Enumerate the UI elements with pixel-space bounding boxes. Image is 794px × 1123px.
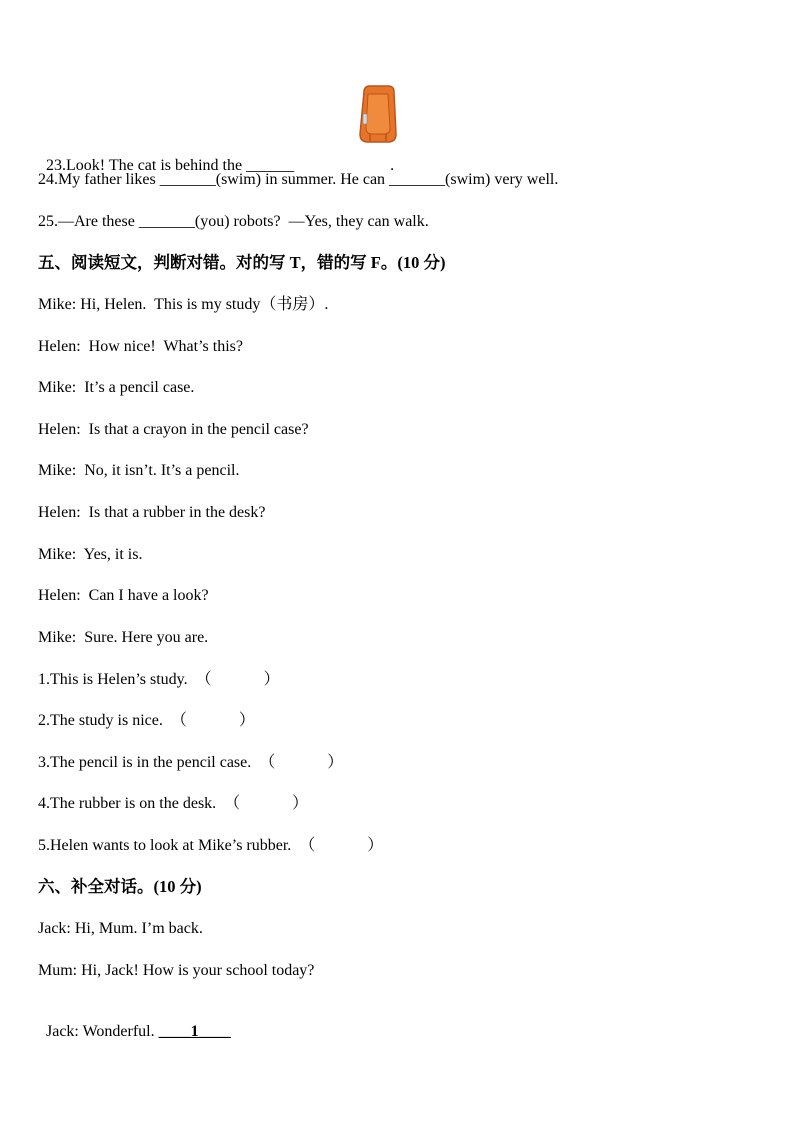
true-false-question: 5.Helen wants to look at Mike’s rubber. （ ） <box>38 837 384 854</box>
dialogue-line: Helen: Can I have a look? <box>38 587 209 604</box>
true-false-question: 3.The pencil is in the pencil case. （ ） <box>38 754 344 771</box>
question-23: 23.Look! The cat is behind the ______ . <box>46 157 395 174</box>
dialogue-line: Helen: Is that a rubber in the desk? <box>38 504 266 521</box>
question-24: 24.My father likes _______(swim) in summer. He can _______(swim) very well. <box>38 171 559 188</box>
section-6-heading: 六、补全对话。(10 分) <box>38 877 202 896</box>
dialogue-line: Mike: It’s a pencil case. <box>38 379 195 396</box>
true-false-question: 1.This is Helen’s study. （ ） <box>38 671 280 688</box>
section-5-heading: 五、阅读短文，判断对错。对的写 T，错的写 F。(10 分) <box>38 253 446 272</box>
dialogue-line: Mike: Hi, Helen. This is my study（书房）. <box>38 296 329 313</box>
true-false-question: 4.The rubber is on the desk. （ ） <box>38 795 309 812</box>
true-false-question: 2.The study is nice. （ ） <box>38 712 255 729</box>
dialogue-line: Helen: How nice! What’s this? <box>38 338 243 355</box>
answer-blank: ____1____ <box>158 1023 231 1040</box>
dialogue-line: Jack: Hi, Mum. I’m back. <box>38 920 203 937</box>
dialogue-line: Mike: Sure. Here you are. <box>38 629 209 646</box>
dialogue-line: Helen: Is that a crayon in the pencil case? <box>38 421 309 438</box>
question-25: 25.—Are these _______(you) robots? —Yes, they can walk. <box>38 213 429 230</box>
dialogue-line: Mike: Yes, it is. <box>38 546 143 563</box>
dialogue-line: Mike: No, it isn’t. It’s a pencil. <box>38 462 240 479</box>
dialogue-line-with-blank: Jack: Wonderful. ____1____ <box>46 1023 231 1040</box>
dialogue-line: Mum: Hi, Jack! How is your school today? <box>38 962 315 979</box>
